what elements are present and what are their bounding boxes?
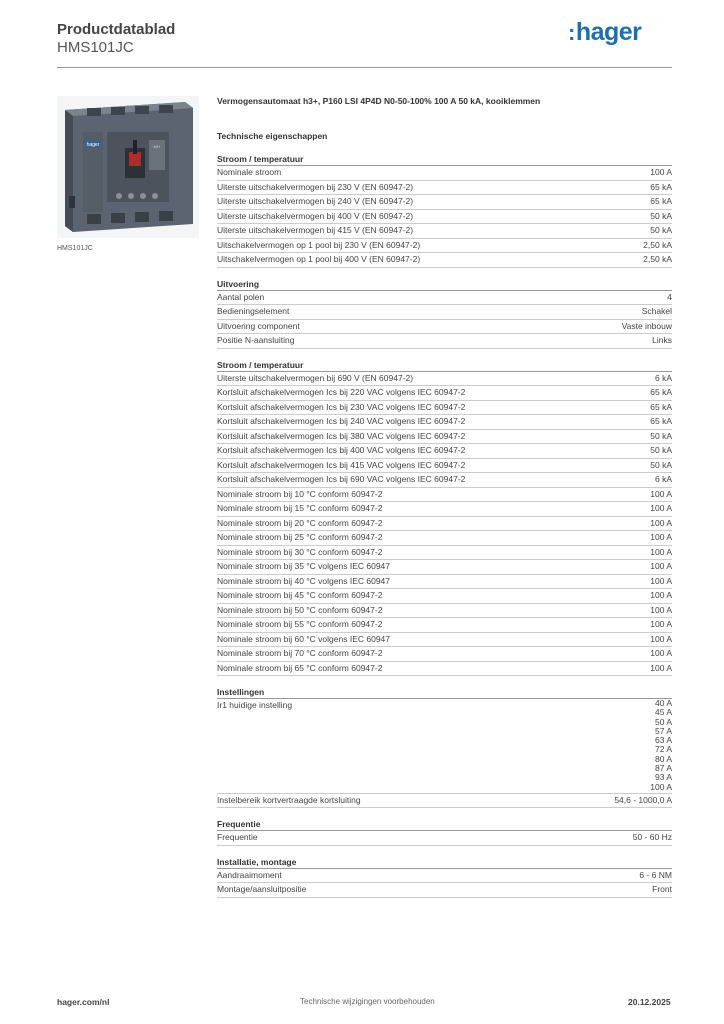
- spec-row: [217, 459, 672, 474]
- spec-row: [217, 386, 672, 401]
- spec-label: Nominale stroom: [217, 167, 282, 177]
- spec-value: 50 kA: [650, 210, 672, 221]
- spec-label: Ir1 huidige instelling: [217, 700, 293, 710]
- footer-disclaimer: Technische wijzigingen voorbehouden: [300, 997, 435, 1006]
- spec-row: [217, 401, 672, 416]
- spec-row: [217, 291, 672, 306]
- spec-value: 50 kA: [650, 445, 672, 455]
- group-title: Stroom / temperatuur: [217, 360, 672, 372]
- spec-value: 100 A: [650, 488, 672, 499]
- spec-label: Kortsluit afschakelvermogen Ics bij 230 VAC volgens IEC 60947-2: [217, 401, 466, 412]
- spec-value: 50 A: [654, 716, 672, 727]
- spec-row: [217, 166, 672, 181]
- spec-row: [217, 517, 672, 532]
- spec-row: [217, 831, 672, 846]
- header-block: [57, 21, 175, 57]
- spec-label: Kortsluit afschakelvermogen Ics bij 400 VAC volgens IEC 60947-2: [217, 445, 466, 455]
- spec-values: [650, 699, 672, 793]
- spec-row: [217, 372, 672, 387]
- spec-row: [217, 546, 672, 561]
- spec-value: 80 A: [654, 753, 672, 764]
- spec-value: 100 A: [650, 503, 672, 513]
- spec-value: 65 kA: [650, 387, 672, 397]
- spec-row: [217, 560, 672, 575]
- spec-value: 50 kA: [650, 459, 672, 470]
- spec-row: [217, 575, 672, 590]
- spec-row: [217, 195, 672, 210]
- spec-label: Nominale stroom bij 55 °C conform 60947-2: [217, 619, 383, 629]
- group-title: Instellingen: [217, 687, 672, 699]
- header-divider: [57, 67, 672, 68]
- spec-value: 72 A: [654, 744, 672, 755]
- spec-label: Nominale stroom bij 35 °C volgens IEC 60947: [217, 561, 391, 571]
- spec-value: 100 A: [650, 619, 672, 629]
- spec-row: [217, 869, 672, 884]
- spec-label: Kortsluit afschakelvermogen Ics bij 690 VAC volgens IEC 60947-2: [217, 474, 466, 484]
- spec-label: Nominale stroom bij 10 °C conform 60947-2: [217, 488, 383, 499]
- image-caption: HMS101JC: [57, 245, 93, 252]
- group-title: Installatie, montage: [217, 857, 672, 869]
- spec-label: Nominale stroom bij 20 °C conform 60947-2: [217, 517, 383, 528]
- spec-row: [217, 618, 672, 633]
- label-brand-text: hager: [86, 142, 100, 148]
- spec-value: 100 A: [650, 167, 672, 177]
- product-image: [57, 96, 199, 238]
- spec-value: 65 kA: [650, 416, 672, 426]
- spec-row: [217, 502, 672, 517]
- spec-value: 93 A: [654, 772, 672, 783]
- spec-row: [217, 699, 672, 794]
- spec-value: 50 kA: [650, 430, 672, 441]
- spec-row: [217, 334, 672, 349]
- spec-row: [217, 662, 672, 677]
- spec-label: Uitvoering component: [217, 320, 300, 331]
- spec-label: Kortsluit afschakelvermogen Ics bij 240 VAC volgens IEC 60947-2: [217, 416, 466, 426]
- spec-label: Nominale stroom bij 40 °C volgens IEC 60947: [217, 575, 391, 586]
- spec-value: 65 kA: [650, 401, 672, 412]
- spec-value: 100 A: [650, 662, 672, 673]
- group-title: Stroom / temperatuur: [217, 154, 672, 166]
- spec-row: [217, 320, 672, 335]
- spec-row: [217, 633, 672, 648]
- spec-value: Schakel: [641, 306, 672, 316]
- spec-value: 4: [667, 291, 672, 302]
- logo-text: hager: [575, 18, 642, 46]
- spec-label: Uiterste uitschakelvermogen bij 230 V (EN 60947-2): [217, 181, 414, 192]
- spec-label: Nominale stroom bij 70 °C conform 60947-2: [217, 648, 383, 658]
- spec-value: 63 A: [654, 735, 672, 746]
- label-model-text: h3+: [153, 144, 161, 149]
- spec-label: Instelbereik kortvertraagde kortsluiting: [217, 794, 361, 805]
- spec-row: [217, 430, 672, 445]
- spec-row: [217, 647, 672, 662]
- spec-label: Uiterste uitschakelvermogen bij 400 V (EN 60947-2): [217, 210, 414, 221]
- spec-row: [217, 415, 672, 430]
- spec-label: Nominale stroom bij 60 °C volgens IEC 60947: [217, 633, 391, 644]
- spec-row: [217, 531, 672, 546]
- spec-label: Uitschakelvermogen op 1 pool bij 400 V (EN 60947-2): [217, 254, 421, 264]
- spec-label: Kortsluit afschakelvermogen Ics bij 415 VAC volgens IEC 60947-2: [217, 459, 466, 470]
- spec-value: 40 A: [654, 698, 672, 708]
- spec-value: 100 A: [650, 604, 672, 615]
- spec-value: 45 A: [654, 707, 672, 718]
- spec-value: 6 - 6 NM: [639, 869, 672, 880]
- spec-value: 100 A: [650, 532, 672, 542]
- spec-row: [217, 488, 672, 503]
- footer-website[interactable]: hager.com/nl: [57, 997, 110, 1007]
- spec-row: [217, 181, 672, 196]
- spec-value: 57 A: [654, 725, 672, 736]
- spec-label: Uiterste uitschakelvermogen bij 690 V (EN 60947-2): [217, 372, 414, 383]
- spec-label: Nominale stroom bij 50 °C conform 60947-2: [217, 604, 383, 615]
- spec-value: 100 A: [650, 561, 672, 571]
- footer-date: 20.12.2025: [628, 997, 671, 1007]
- spec-value: 65 kA: [650, 196, 672, 206]
- spec-value: 6 kA: [654, 372, 672, 383]
- spec-label: Frequentie: [217, 832, 258, 843]
- spec-row: [217, 305, 672, 320]
- spec-value: 87 A: [654, 763, 672, 774]
- spec-label: Uiterste uitschakelvermogen bij 415 V (EN 60947-2): [217, 225, 414, 235]
- circuit-breaker-illustration: [57, 96, 199, 238]
- spec-value: 100 A: [650, 648, 672, 658]
- product-description: Vermogensautomaat h3+, P160 LSI 4P4D N0-50-100% 100 A 50 kA, kooiklemmen: [217, 96, 541, 106]
- spec-row: [217, 253, 672, 268]
- spec-row: [217, 589, 672, 604]
- spec-label: Nominale stroom bij 15 °C conform 60947-2: [217, 503, 383, 513]
- spec-row: [217, 444, 672, 459]
- spec-row: [217, 473, 672, 488]
- spec-label: Kortsluit afschakelvermogen Ics bij 380 VAC volgens IEC 60947-2: [217, 430, 466, 441]
- spec-value: Front: [652, 884, 672, 895]
- spec-value: Links: [652, 335, 672, 345]
- group-title: Uitvoering: [217, 279, 672, 291]
- page-title: Productdatablad: [57, 21, 176, 38]
- spec-value: 100 A: [650, 633, 672, 644]
- spec-row: [217, 210, 672, 225]
- spec-value: 2,50 kA: [643, 239, 672, 250]
- spec-value: 100 A: [650, 517, 672, 528]
- spec-value: 50 kA: [650, 225, 672, 235]
- spec-value: 100 A: [650, 781, 672, 792]
- spec-value: 65 kA: [650, 181, 672, 192]
- spec-label: Bedieningselement: [217, 306, 290, 316]
- spec-value: 6 kA: [654, 474, 672, 484]
- brand-logo: [568, 18, 641, 47]
- spec-row: [217, 239, 672, 254]
- spec-label: Aandraaimoment: [217, 869, 282, 880]
- spec-label: Nominale stroom bij 25 °C conform 60947-2: [217, 532, 383, 542]
- section-title: Technische eigenschappen: [217, 131, 328, 141]
- spec-value: 100 A: [650, 575, 672, 586]
- spec-value: 2,50 kA: [643, 254, 672, 264]
- spec-value: 54,6 - 1000,0 A: [614, 794, 672, 805]
- spec-label: Positie N-aansluiting: [217, 335, 295, 345]
- spec-label: Nominale stroom bij 30 °C conform 60947-2: [217, 546, 383, 557]
- spec-groups: [217, 154, 672, 898]
- spec-label: Kortsluit afschakelvermogen Ics bij 220 VAC volgens IEC 60947-2: [217, 387, 466, 397]
- spec-content: [217, 96, 672, 898]
- page-subtitle: HMS101JC: [57, 39, 134, 56]
- spec-label: Uiterste uitschakelvermogen bij 240 V (EN 60947-2): [217, 196, 414, 206]
- spec-value: 50 - 60 Hz: [632, 832, 672, 843]
- spec-row: [217, 794, 672, 809]
- spec-label: Aantal polen: [217, 291, 265, 302]
- spec-label: Nominale stroom bij 45 °C conform 60947-2: [217, 590, 383, 600]
- spec-label: Montage/aansluitpositie: [217, 884, 307, 895]
- logo-dots-icon: :: [568, 20, 575, 45]
- spec-value: Vaste inbouw: [621, 320, 672, 331]
- spec-value: 100 A: [650, 546, 672, 557]
- spec-label: Nominale stroom bij 65 °C conform 60947-2: [217, 662, 383, 673]
- spec-row: [217, 224, 672, 239]
- group-title: Frequentie: [217, 819, 672, 831]
- spec-row: [217, 883, 672, 898]
- spec-label: Uitschakelvermogen op 1 pool bij 230 V (EN 60947-2): [217, 239, 421, 250]
- spec-value: 100 A: [650, 590, 672, 600]
- spec-row: [217, 604, 672, 619]
